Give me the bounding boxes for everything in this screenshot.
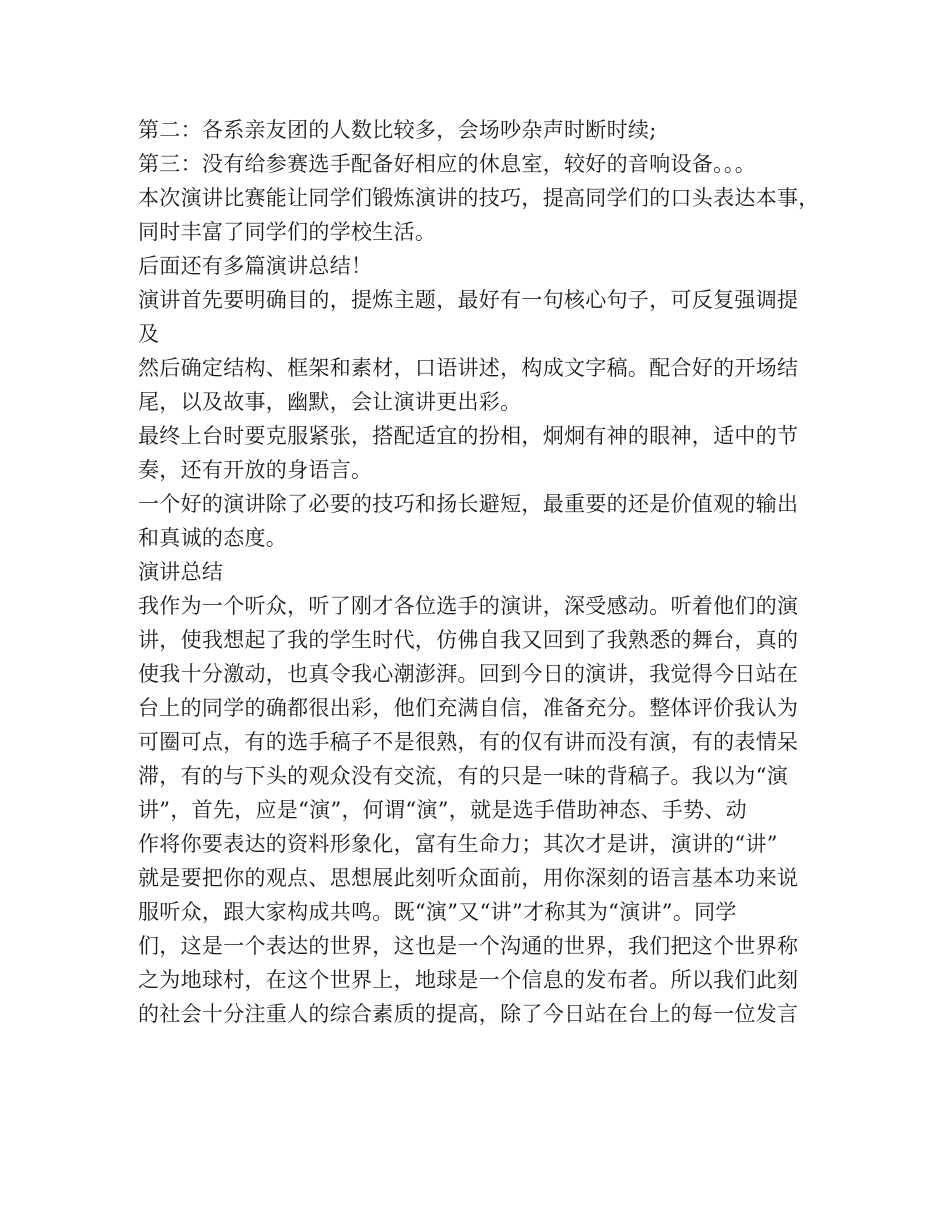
text-line: 我作为一个听众，听了刚才各位选手的演讲，深受感动。听着他们的演 bbox=[138, 594, 799, 618]
text-line: 可圈可点，有的选手稿子不是很熟，有的仅有讲而没有演，有的表情呆 bbox=[138, 730, 799, 754]
text-line: 演讲首先要明确目的，提炼主题，最好有一句核心句子，可反复强调提 bbox=[138, 288, 799, 312]
text-line: 第三：没有给参赛选手配备好相应的休息室，较好的音响设备。。。 bbox=[138, 152, 756, 176]
text-line: 本次演讲比赛能让同学们锻炼演讲的技巧，提高同学们的口头表达本事， bbox=[138, 186, 820, 210]
text-line: 们，这是一个表达的世界，这也是一个沟通的世界，我们把这个世界称 bbox=[138, 934, 799, 958]
text-line: 一个好的演讲除了必要的技巧和扬长避短，最重要的还是价值观的输出 bbox=[138, 492, 799, 516]
text-line: 使我十分激动，也真令我心潮澎湃。回到今日的演讲，我觉得今日站在 bbox=[138, 662, 799, 686]
text-line: 滞，有的与下头的观众没有交流，有的只是一味的背稿子。我以为“演 bbox=[138, 764, 789, 788]
text-line: 的社会十分注重人的综合素质的提高，除了今日站在台上的每一位发言 bbox=[138, 1002, 799, 1026]
text-line: 及 bbox=[138, 322, 160, 346]
document-body bbox=[138, 113, 818, 1031]
text-line: 同时丰富了同学们的学校生活。 bbox=[138, 220, 437, 244]
text-line: 之为地球村，在这个世界上，地球是一个信息的发布者。所以我们此刻 bbox=[138, 968, 799, 992]
text-line: 然后确定结构、框架和素材，口语讲述，构成文字稿。配合好的开场结 bbox=[138, 356, 799, 380]
text-line: 后面还有多篇演讲总结！ bbox=[138, 254, 373, 278]
text-line: 讲”，首先，应是“演”，何谓“演”，就是选手借助神态、手势、动 bbox=[138, 798, 747, 822]
text-line: 就是要把你的观点、思想展此刻听众面前，用你深刻的语言基本功来说 bbox=[138, 866, 799, 890]
text-line: 讲，使我想起了我的学生时代，仿佛自我又回到了我熟悉的舞台，真的 bbox=[138, 628, 799, 652]
text-line: 台上的同学的确都很出彩，他们充满自信，准备充分。整体评价我认为 bbox=[138, 696, 799, 720]
text-line: 最终上台时要克服紧张，搭配适宜的扮相，炯炯有神的眼神，适中的节 bbox=[138, 424, 799, 448]
text-line: 第二：各系亲友团的人数比较多，会场吵杂声时断时续; bbox=[138, 118, 657, 142]
section-heading: 演讲总结 bbox=[138, 560, 224, 584]
text-line: 作将你要表达的资料形象化，富有生命力；其次才是讲，演讲的“讲” bbox=[138, 832, 778, 856]
text-line: 尾，以及故事，幽默，会让演讲更出彩。 bbox=[138, 390, 522, 414]
text-line: 奏，还有开放的身语言。 bbox=[138, 458, 373, 482]
text-line: 和真诚的态度。 bbox=[138, 526, 288, 550]
text-line: 服听众，跟大家构成共鸣。既“演”又“讲”才称其为“演讲”。同学 bbox=[138, 900, 737, 924]
